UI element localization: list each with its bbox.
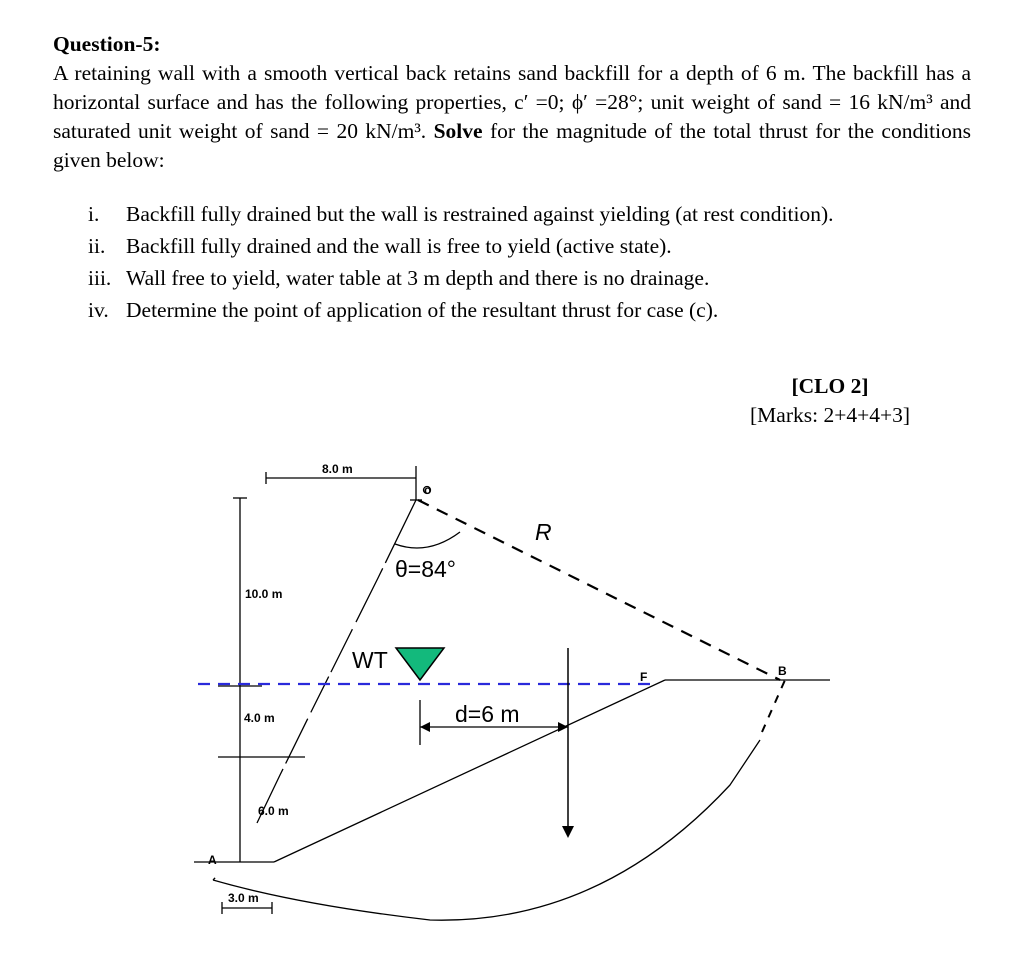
case-text: Backfill fully drained and the wall is free to yield (active state).: [126, 234, 672, 258]
wt-label: WT: [352, 647, 388, 673]
slip-circle: [213, 740, 760, 920]
point-a-label: A: [208, 853, 217, 867]
dim-left-middle-label: 4.0 m: [244, 711, 275, 725]
point-b-label: B: [778, 664, 787, 678]
marks-label: [Marks: 2+4+4+3]: [750, 403, 910, 427]
case-number: i.: [88, 202, 100, 226]
case-text: Backfill fully drained but the wall is restrained against yielding (at rest condition).: [126, 202, 834, 226]
d-arrow-left-icon: [420, 722, 430, 732]
theta-label: θ=84°: [395, 556, 457, 582]
question-body-part2: for the magnitude of the total thrust for the conditions given below:: [53, 119, 971, 172]
point-f-label: F: [640, 670, 648, 684]
case-number: iii.: [88, 266, 112, 290]
dim-left-upper-label: 10.0 m: [245, 587, 283, 601]
radius-line-ob: [418, 500, 780, 680]
d-arrow-right-icon: [558, 722, 568, 732]
angle-arc: [395, 532, 460, 548]
weight-arrow-head-icon: [562, 826, 574, 838]
point-o-label: o: [424, 483, 432, 497]
d-label: d=6 m: [455, 701, 520, 727]
case-text: Wall free to yield, water table at 3 m depth and there is no drainage.: [126, 266, 710, 290]
clo-label: [CLO 2]: [791, 374, 869, 398]
r-label: R: [535, 519, 552, 545]
case-number: ii.: [88, 234, 106, 258]
case-text: Determine the point of application of the resultant thrust for case (c).: [126, 298, 719, 322]
dim-bottom-label: 3.0 m: [228, 891, 259, 905]
wt-triangle-icon: [396, 648, 444, 680]
dim-left-lower-label: 6.0 m: [258, 804, 289, 818]
radius-line-oa: [213, 500, 416, 880]
question-body-bold: Solve: [433, 119, 483, 143]
case-number: iv.: [88, 298, 109, 322]
question-title: Question-5:: [53, 32, 161, 56]
question-body-part1: A retaining wall with a smooth vertical back retains sand backfill for a depth of 6 m. The backfill has a horizontal surface and has the following properties, c′ =0; ϕ′ =28°; unit weight of sand = 16 kN/m³ and saturated unit weight of sand = 20 kN/m³.: [53, 61, 971, 143]
slip-circle-upper: [762, 680, 785, 732]
dim-top-label: 8.0 m: [322, 462, 353, 476]
